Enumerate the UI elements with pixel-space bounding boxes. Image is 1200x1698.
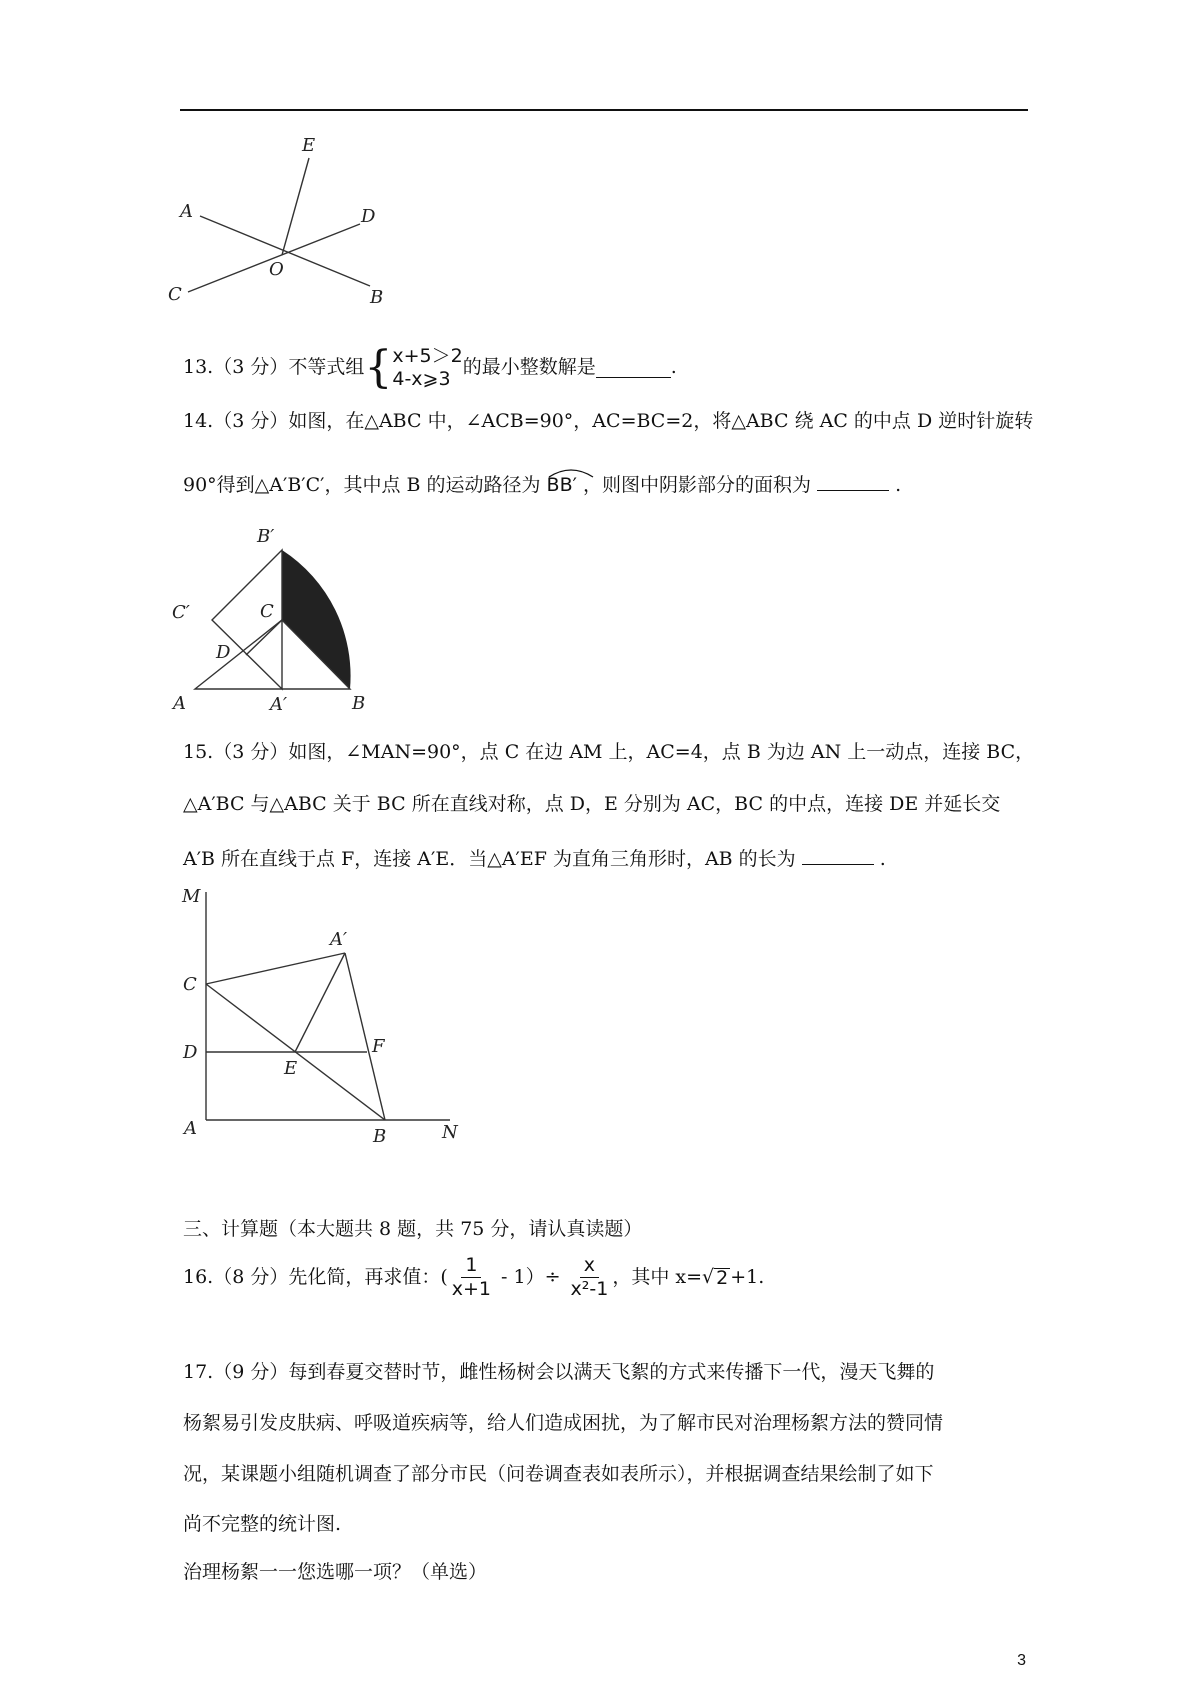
- q16-f1-den: x+1: [451, 1278, 492, 1300]
- label-c: C: [168, 284, 182, 305]
- q16-where: ，其中 x=: [612, 1266, 702, 1288]
- label-f: F: [372, 1036, 385, 1057]
- arc-bb-prime: [547, 470, 577, 495]
- label-e: E: [302, 135, 316, 156]
- q15-line2: △A′BC 与△ABC 关于 BC 所在直线对称，点 D，E 分别为 AC，BC 的中点，连接 DE 并延长交: [183, 793, 1001, 815]
- line-cd: [188, 224, 360, 292]
- arc-label: BB′: [546, 474, 577, 496]
- label-n: N: [442, 1122, 458, 1143]
- label-a: A: [173, 693, 186, 714]
- line-e: [282, 158, 309, 255]
- question-13: [183, 341, 677, 393]
- header-rule: [180, 109, 1028, 111]
- q13-system: [392, 345, 462, 391]
- q16-f2-num: x: [580, 1256, 599, 1278]
- question-16: [183, 1256, 764, 1299]
- q16-tail: +1.: [730, 1266, 765, 1288]
- q14-line2: [183, 470, 901, 495]
- q16-mid: - 1）÷: [501, 1266, 561, 1288]
- q16-prefix: 16.（8 分）先化简，再求值：(: [183, 1266, 448, 1288]
- label-a-prime: A′: [270, 694, 288, 715]
- shaded-region: [282, 550, 351, 689]
- q16-radicand: 2: [716, 1266, 729, 1289]
- label-b-prime: B′: [257, 526, 275, 547]
- label-b: B: [373, 1126, 387, 1147]
- segment-a-prime-e: [295, 953, 345, 1052]
- q13-ineq1: x+5＞2: [392, 345, 463, 367]
- label-o: O: [269, 259, 284, 280]
- figure-angles-o: [168, 135, 430, 330]
- q13-end: .: [670, 356, 677, 379]
- q14-end: .: [895, 474, 902, 496]
- segment-d-c: [246, 620, 282, 655]
- q17-line1: 17.（9 分）每到春夏交替时节，雌性杨树会以满天飞絮的方式来传播下一代，漫天飞舞的: [183, 1361, 935, 1383]
- q14-line1: 14.（3 分）如图，在△ABC 中，∠ACB=90°，AC=BC=2，将△ABC 绕 AC 的中点 D 逆时针旋转: [183, 410, 1034, 432]
- q16-f1-num: 1: [461, 1256, 481, 1278]
- label-a-prime: A′: [330, 929, 348, 950]
- q16-fraction-2: [567, 1256, 613, 1299]
- q16-f2-den: x²-1: [570, 1278, 609, 1300]
- q15-line1: 15.（3 分）如图，∠MAN=90°，点 C 在边 AM 上，AC=4，点 B 为边 AN 上一动点，连接 BC，: [183, 741, 1035, 763]
- figure-rotation: [170, 520, 390, 720]
- q17-line3: 况，某课题小组随机调查了部分市民（问卷调查表如表所示），并根据调查结果绘制了如下: [183, 1463, 934, 1485]
- q13-answer-blank: [596, 358, 671, 378]
- line-ab: [200, 216, 370, 286]
- label-d: D: [361, 206, 376, 227]
- q15-end: .: [879, 848, 886, 870]
- q15-line3: [183, 845, 886, 869]
- label-e: E: [284, 1058, 298, 1079]
- q13-prefix: 13.（3 分）不等式组: [183, 356, 365, 379]
- label-b: B: [352, 693, 366, 714]
- label-a: A: [180, 201, 193, 222]
- q17-line2: 杨絮易引发皮肤病、呼吸道疾病等，给人们造成困扰，为了解市民对治理杨絮方法的赞同情: [183, 1412, 944, 1434]
- q13-ineq2: 4-x⩾3: [392, 367, 451, 390]
- q13-suffix: 的最小整数解是: [462, 356, 596, 379]
- label-c-prime: C′: [172, 602, 190, 623]
- section-3-title: 三、计算题（本大题共 8 题，共 75 分，请认真读题）: [183, 1218, 643, 1240]
- q17-line4: 尚不完整的统计图.: [183, 1513, 342, 1535]
- figure-reflection: [170, 880, 470, 1150]
- label-c: C: [183, 974, 197, 995]
- q14-answer-blank: [817, 471, 889, 491]
- q14-line2-b: ，则图中阴影部分的面积为: [582, 474, 811, 496]
- page-number: 3: [1017, 1652, 1026, 1669]
- segment-c-a-prime: [206, 953, 345, 984]
- q17-survey-title: 治理杨絮一一您选哪一项？（单选）: [183, 1561, 488, 1583]
- q15-answer-blank: [802, 845, 874, 865]
- label-d: D: [183, 1042, 198, 1063]
- brace-icon: {: [364, 341, 393, 393]
- label-b: B: [370, 287, 384, 308]
- q15-line3-a: A′B 所在直线于点 F，连接 A′E．当△A′EF 为直角三角形时，AB 的长为: [183, 848, 796, 870]
- label-a: A: [184, 1118, 197, 1139]
- q16-fraction-1: [448, 1256, 495, 1299]
- label-c: C: [260, 601, 274, 622]
- label-m: M: [182, 886, 201, 907]
- label-d: D: [216, 642, 231, 663]
- sqrt-icon: √: [702, 1266, 715, 1288]
- q14-line2-a: 90°得到△A′B′C′，其中点 B 的运动路径为: [183, 474, 541, 496]
